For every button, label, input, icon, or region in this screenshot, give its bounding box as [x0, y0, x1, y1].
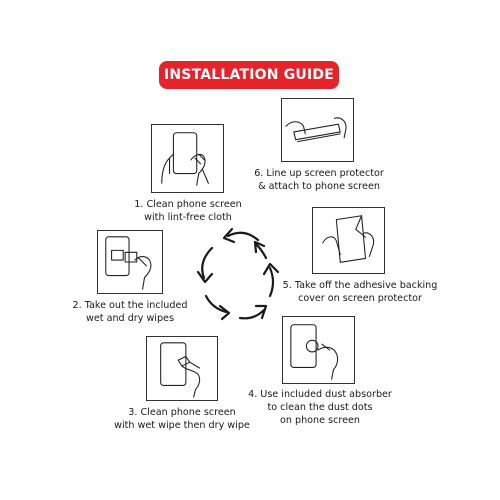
step-4-illustration: [282, 316, 355, 384]
step-3-illustration: [146, 336, 218, 401]
dust-absorber-icon: [283, 317, 354, 383]
step-2-caption: 2. Take out the included wet and dry wipes: [72, 300, 188, 324]
step-5-illustration: [312, 207, 385, 274]
step-1-caption: 1. Clean phone screen with lint-free cloth: [134, 199, 242, 223]
peel-backing-icon: [313, 208, 384, 273]
wiping-screen-icon: [147, 337, 217, 400]
hand-cleaning-phone-icon: [152, 125, 223, 192]
wipes-packets-icon: [98, 231, 162, 293]
align-protector-icon: [282, 99, 353, 161]
step-2-illustration: [97, 230, 163, 294]
step-5-caption: 5. Take off the adhesive backing cover on screen protector: [282, 280, 438, 304]
step-6-caption: 6. Line up screen protector & attach to phone screen: [254, 168, 384, 192]
step-1-illustration: [151, 124, 224, 193]
page-title: INSTALLATION GUIDE: [163, 67, 334, 83]
title-badge: [159, 61, 339, 89]
step-4-caption: 4. Use included dust absorber to clean the dust dots on phone screen: [248, 389, 392, 426]
step-3-caption: 3. Clean phone screen with wet wipe then dry wipe: [114, 407, 250, 431]
step-6-illustration: [281, 98, 354, 162]
